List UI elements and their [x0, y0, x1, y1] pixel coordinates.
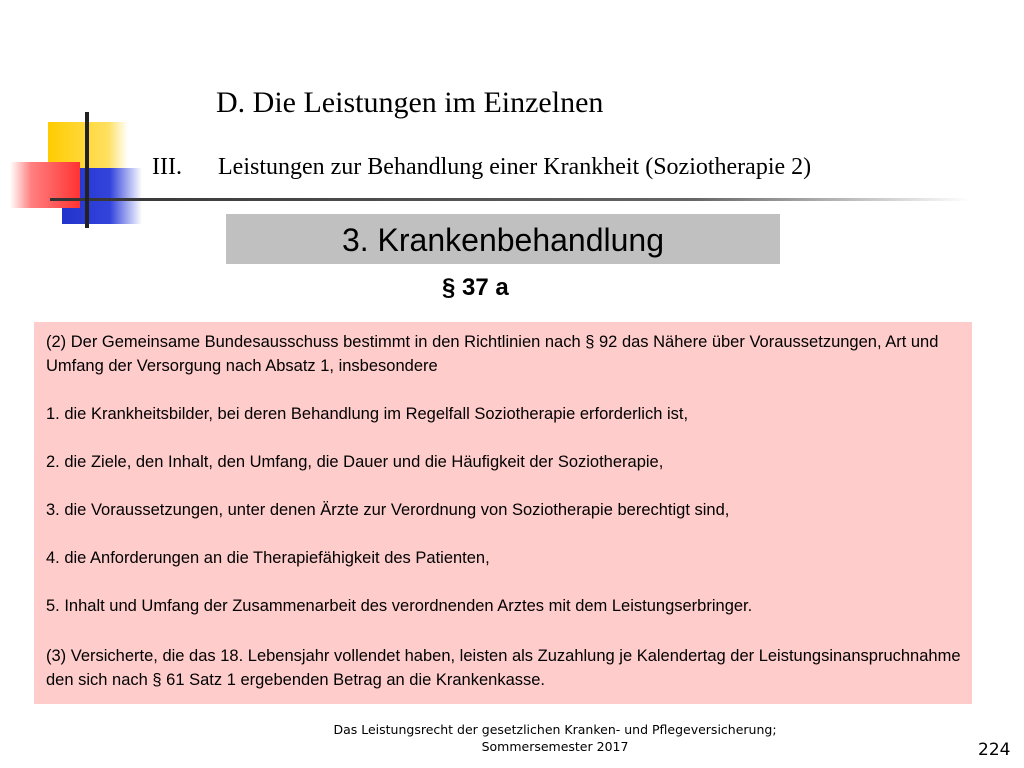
red-square	[10, 162, 80, 208]
slide-footer	[260, 721, 850, 755]
list-item-5: 5. Inhalt und Umfang der Zusammenarbeit des verordnenden Arztes mit dem Leistungserbringer.	[46, 597, 753, 615]
list-item-2: 2. die Ziele, den Inhalt, den Umfang, die Dauer und die Häufigkeit der Soziotherapie,	[46, 453, 664, 471]
law-paragraph-2: (2) Der Gemeinsame Bundesausschuss bestimmt in den Richtlinien nach § 92 das Nähere über Voraussetzungen, Art und Umfang der Versorgung nach Absatz 1, insbesondere	[46, 333, 939, 375]
page-number: 224	[978, 740, 1011, 760]
list-item-1: 1. die Krankheitsbilder, bei deren Behandlung im Regelfall Soziotherapie erforderlich ist,	[46, 405, 689, 423]
footer-line-2: Sommersemester 2017	[481, 739, 629, 754]
list-item-3: 3. die Voraussetzungen, unter denen Ärzte zur Verordnung von Soziotherapie berechtigt sind,	[46, 501, 730, 519]
section-title-box: 3. Krankenbehandlung	[226, 214, 780, 264]
paragraph-reference: § 37 a	[442, 274, 509, 301]
slide-heading: D. Die Leistungen im Einzelnen	[216, 86, 604, 119]
footer-line-1: Das Leistungsrecht der gesetzlichen Kranken- und Pflegeversicherung;	[333, 722, 777, 737]
law-paragraph-3: (3) Versicherte, die das 18. Lebensjahr vollendet haben, leisten als Zuzahlung je Kalendertag der Leistungsinanspruchnahme den sich nach § 61 Satz 1 ergebenden Betrag an die Krankenkasse.	[46, 647, 961, 689]
decorative-logo-graphic	[0, 0, 1024, 240]
horizontal-rule	[50, 198, 970, 201]
law-text-box	[34, 322, 972, 704]
subheading-number: III.	[152, 154, 182, 180]
vertical-rule	[85, 112, 89, 228]
slide-subheading	[152, 154, 811, 181]
list-item-4: 4. die Anforderungen an die Therapiefähigkeit des Patienten,	[46, 549, 490, 567]
subheading-text: Leistungen zur Behandlung einer Krankheit (Soziotherapie 2)	[218, 154, 812, 180]
